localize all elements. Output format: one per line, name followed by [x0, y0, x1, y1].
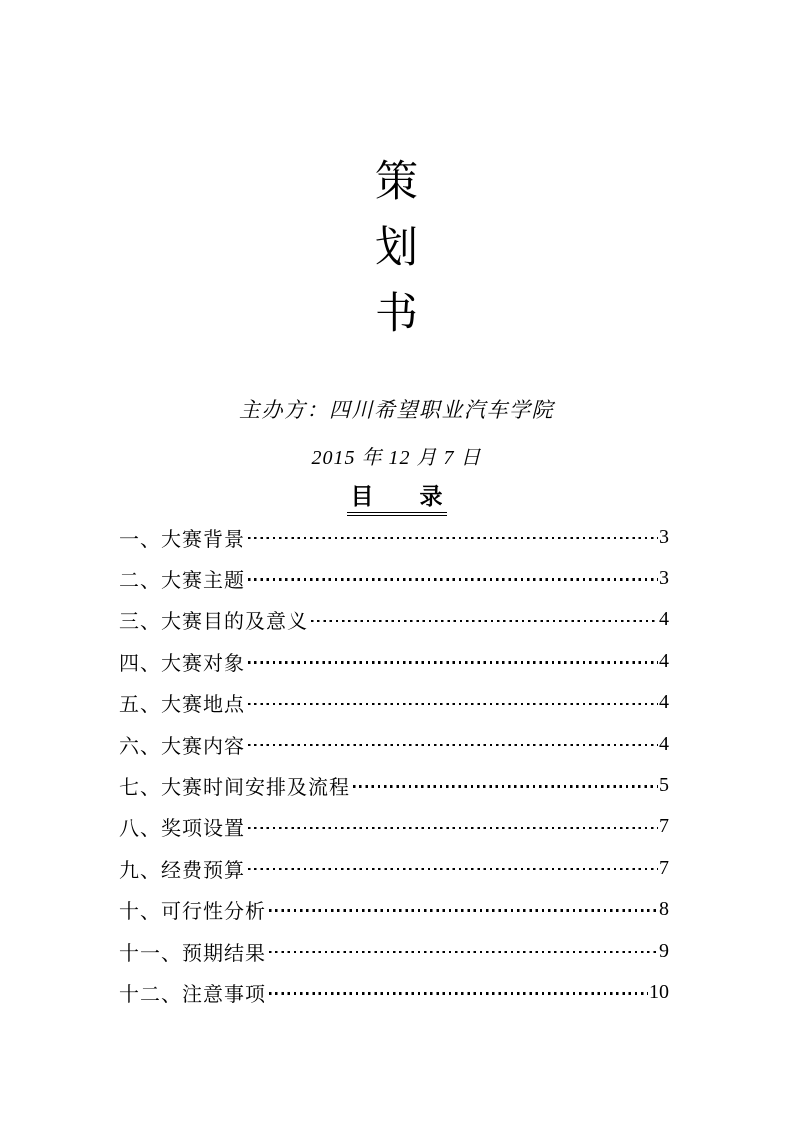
toc-heading-text: 目 录: [347, 484, 447, 516]
toc-dot-leader: [248, 703, 658, 705]
toc-entry-label: 十一、预期结果: [119, 942, 266, 965]
toc-row-10[interactable]: [119, 889, 669, 930]
toc-page-number: 3: [659, 567, 669, 590]
toc-page-number: 7: [659, 856, 669, 879]
toc-entry-label: 九、经费预算: [119, 859, 245, 882]
toc-dot-leader: [269, 951, 658, 953]
toc-entry-label: 六、大赛内容: [119, 735, 245, 758]
toc-dot-leader: [353, 785, 658, 787]
toc-page-number: 8: [659, 898, 669, 921]
toc-heading: [0, 484, 793, 516]
toc-page-number: 3: [659, 525, 669, 548]
toc-page-number: 9: [659, 939, 669, 962]
doc-title: [0, 0, 793, 348]
toc-row-9[interactable]: [119, 848, 669, 889]
toc-dot-leader: [248, 744, 658, 746]
toc-page-number: 4: [659, 691, 669, 714]
toc-page-number: 4: [659, 608, 669, 631]
toc-dot-leader: [269, 992, 648, 994]
toc-row-2[interactable]: [119, 558, 669, 599]
toc-page-number: 5: [659, 773, 669, 796]
organizer-line: 主办方：四川希望职业汽车学院: [239, 398, 554, 422]
toc-entry-label: 八、奖项设置: [119, 818, 245, 841]
toc-dot-leader: [248, 537, 658, 539]
toc-entry-label: 十二、注意事项: [119, 983, 266, 1006]
toc-page-number: 4: [659, 649, 669, 672]
toc-dot-leader: [269, 909, 658, 911]
doc-title-char-3: 书: [375, 291, 418, 338]
toc-page-number: 4: [659, 732, 669, 755]
toc-dot-leader: [248, 661, 658, 663]
toc-dot-leader: [248, 827, 658, 829]
toc-entry-label: 十、可行性分析: [119, 901, 266, 924]
toc-row-12[interactable]: [119, 972, 669, 1013]
doc-title-char-1: 策: [375, 159, 418, 206]
toc-entry-label: 一、大赛背景: [119, 528, 245, 551]
toc-dot-leader: [248, 578, 658, 580]
toc-row-1[interactable]: [119, 516, 669, 557]
toc-row-3[interactable]: [119, 599, 669, 640]
toc-row-7[interactable]: [119, 765, 669, 806]
toc-entry-label: 五、大赛地点: [119, 694, 245, 717]
toc-row-11[interactable]: [119, 930, 669, 971]
toc-list: [0, 516, 793, 1013]
toc-row-8[interactable]: [119, 806, 669, 847]
toc-entry-label: 二、大赛主题: [119, 570, 245, 593]
toc-dot-leader: [311, 620, 658, 622]
date-line: 2015 年 12 月 7 日: [311, 447, 482, 469]
toc-row-6[interactable]: [119, 723, 669, 764]
toc-entry-label: 三、大赛目的及意义: [119, 611, 308, 634]
toc-dot-leader: [248, 868, 658, 870]
toc-page-number: 10: [649, 980, 669, 1003]
doc-title-char-2: 划: [375, 225, 418, 272]
toc-entry-label: 四、大赛对象: [119, 652, 245, 675]
toc-page-number: 7: [659, 815, 669, 838]
toc-entry-label: 七、大赛时间安排及流程: [119, 776, 350, 799]
toc-row-4[interactable]: [119, 641, 669, 682]
toc-row-5[interactable]: [119, 682, 669, 723]
